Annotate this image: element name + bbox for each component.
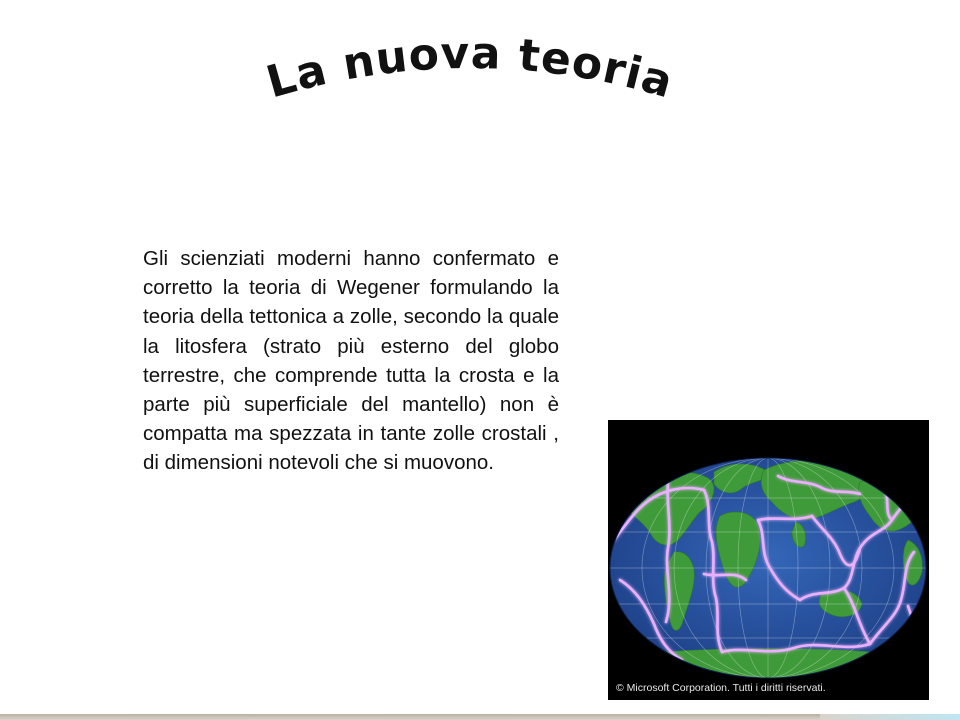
body-paragraph: Gli scienziati moderni hanno confermato e corretto la teoria di Wegener formulando la teoria della tettonica a zolle, secondo la quale la litosfera (strato più esterno del globo terrestre, che comprende tutta la crosta e la parte più superficiale del mantello) non è compatta ma spezzata in tante zolle crostali , di dimensioni notevoli che si muovono.	[143, 247, 559, 475]
slide-title-text: La nuova teoria	[261, 27, 679, 109]
world-map-image	[608, 420, 929, 700]
slide-title	[250, 20, 690, 130]
svg-text:La nuova teoria	[261, 28, 679, 109]
footer-rule	[0, 714, 960, 720]
footer-rule-accent	[820, 714, 960, 720]
world-map-tectonic-plates-icon	[608, 420, 929, 700]
image-copyright: © Microsoft Corporation. Tutti i diritti riservati.	[616, 682, 826, 694]
